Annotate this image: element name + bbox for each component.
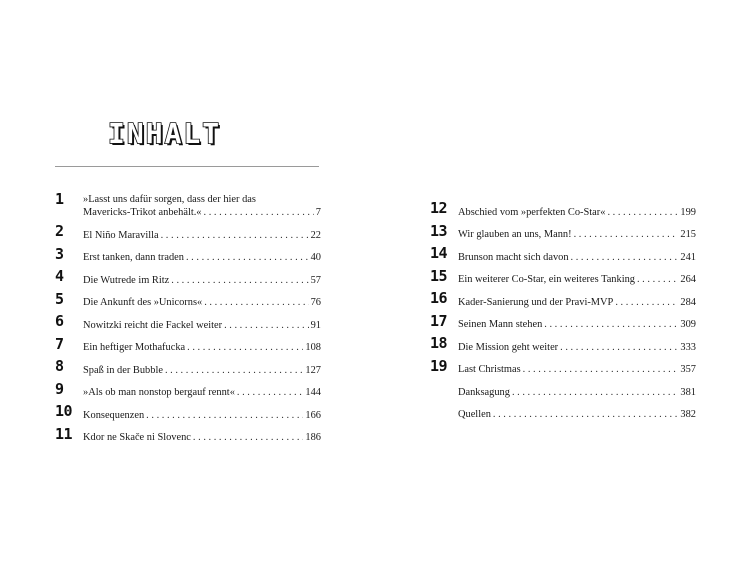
toc-entry-3[interactable]: [55, 245, 321, 268]
title-divider: [55, 166, 319, 167]
toc-entry-6[interactable]: [55, 312, 321, 335]
chapter-number: 9: [55, 379, 64, 398]
toc-entry-5[interactable]: [55, 290, 321, 313]
toc-entry-15[interactable]: [430, 267, 696, 290]
leader-dots: [544, 318, 678, 331]
leader-dots: [237, 386, 304, 399]
chapter-number: 13: [430, 221, 448, 240]
page-number: 381: [680, 386, 696, 398]
page-number: 264: [680, 274, 696, 285]
chapter-title: Abschied vom »perfekten Co-Star«: [458, 206, 606, 218]
page-number: 241: [680, 251, 696, 263]
toc-entry-7[interactable]: [55, 335, 321, 358]
chapter-number: 15: [430, 266, 448, 285]
chapter-number: 8: [55, 357, 64, 375]
toc-entry-12[interactable]: [430, 199, 696, 222]
leader-dots: [161, 229, 309, 242]
toc-entry-18[interactable]: [430, 334, 696, 357]
chapter-number: 12: [430, 199, 448, 217]
leader-dots: [493, 408, 679, 421]
chapter-title: Ein heftiger Mothafucka: [83, 342, 186, 353]
page-number: 144: [305, 387, 321, 398]
chapter-number: 2: [55, 222, 64, 240]
chapter-title: El Niño Maravilla: [83, 229, 159, 241]
chapter-title: Kader-Sanierung und der Pravi-MVP: [458, 296, 614, 308]
chapter-title: Seinen Mann stehen: [458, 319, 543, 330]
chapter-title: Nowitzki reicht die Fackel weiter: [83, 319, 223, 331]
toc-entry-2[interactable]: [55, 222, 321, 245]
leader-dots: [204, 296, 308, 309]
toc-entry-11[interactable]: [55, 425, 321, 448]
leader-dots: [186, 251, 309, 264]
toc-entry-danksagung[interactable]: [430, 379, 696, 402]
leader-dots: [187, 341, 303, 354]
page-number: 199: [680, 206, 696, 218]
chapter-title: Danksagung: [458, 386, 510, 398]
chapter-title: Quellen: [458, 409, 491, 420]
chapter-title: Ein weiterer Co-Star, ein weiteres Tanking: [458, 274, 635, 285]
page-number: 127: [305, 364, 321, 376]
page-number: 7: [315, 207, 321, 218]
chapter-title-line1: »Lasst uns dafür sorgen, dass der hier das: [83, 194, 256, 205]
toc-entry-19[interactable]: [430, 357, 696, 380]
chapter-number: 16: [430, 289, 448, 307]
chapter-number: 11: [55, 424, 73, 443]
page-number: 76: [310, 297, 321, 308]
chapter-title: Wir glauben an uns, Mann!: [458, 229, 572, 240]
page-number: 166: [305, 409, 321, 421]
toc-entry-16[interactable]: [430, 289, 696, 312]
page-number: 22: [310, 229, 321, 241]
chapter-number: 10: [55, 402, 73, 420]
leader-dots: [615, 296, 678, 309]
chapter-title: Brunson macht sich davon: [458, 251, 569, 263]
chapter-number: 14: [430, 244, 448, 262]
toc-entry-quellen[interactable]: [430, 402, 696, 425]
leader-dots: [574, 228, 679, 241]
leader-dots: [193, 431, 303, 444]
chapter-number: 19: [430, 356, 448, 375]
chapter-title: Die Mission geht weiter: [458, 341, 559, 353]
leader-dots: [512, 386, 678, 399]
page-title: INHALT: [108, 117, 222, 150]
page-number: 40: [310, 252, 321, 263]
page-number: 108: [305, 342, 321, 353]
toc-entry-13[interactable]: [430, 222, 696, 245]
page-number: 186: [305, 432, 321, 443]
toc-column-left: [55, 190, 321, 447]
chapter-title: Mavericks-Trikot anbehält.«: [83, 207, 202, 218]
toc-entry-14[interactable]: [430, 244, 696, 267]
chapter-number: 1: [55, 190, 64, 208]
toc-column-right: [430, 199, 696, 424]
toc-entry-9[interactable]: [55, 380, 321, 403]
chapter-number: 17: [430, 311, 448, 330]
chapter-number: 6: [55, 312, 64, 330]
chapter-title: Konsequenzen: [83, 409, 145, 421]
page-number: 357: [680, 364, 696, 375]
chapter-number: 18: [430, 334, 448, 352]
toc-entry-17[interactable]: [430, 312, 696, 335]
toc-entry-10[interactable]: [55, 402, 321, 425]
page-number: 215: [680, 229, 696, 240]
leader-dots: [571, 251, 679, 264]
chapter-number: 5: [55, 289, 64, 308]
chapter-title: Kdor ne Skače ni Slovenc: [83, 432, 191, 443]
chapter-title: Erst tanken, dann traden: [83, 252, 184, 263]
chapter-title: Die Wutrede im Ritz: [83, 274, 170, 286]
toc-entry-1[interactable]: [55, 190, 321, 222]
leader-dots: [171, 274, 308, 287]
leader-dots: [607, 206, 678, 219]
page-number: 309: [680, 319, 696, 330]
page-number: 284: [680, 296, 696, 308]
leader-dots: [165, 364, 303, 377]
leader-dots: [146, 409, 303, 422]
toc-entry-4[interactable]: [55, 267, 321, 290]
leader-dots: [224, 319, 309, 332]
page-number: 91: [310, 319, 321, 331]
page-number: 382: [680, 409, 696, 420]
toc-entry-8[interactable]: [55, 357, 321, 380]
chapter-number: 3: [55, 244, 64, 263]
chapter-title: »Als ob man nonstop bergauf rennt«: [83, 387, 235, 398]
leader-dots: [523, 363, 679, 376]
chapter-title: Die Ankunft des »Unicorns«: [83, 297, 203, 308]
page-number: 57: [310, 274, 321, 286]
chapter-title: Spaß in der Bubble: [83, 364, 163, 376]
chapter-title: Last Christmas: [458, 364, 521, 375]
chapter-number: 4: [55, 267, 64, 285]
leader-dots: [560, 341, 678, 354]
leader-dots: [637, 273, 678, 286]
page-number: 333: [680, 341, 696, 353]
chapter-number: 7: [55, 334, 64, 353]
leader-dots: [204, 206, 314, 219]
